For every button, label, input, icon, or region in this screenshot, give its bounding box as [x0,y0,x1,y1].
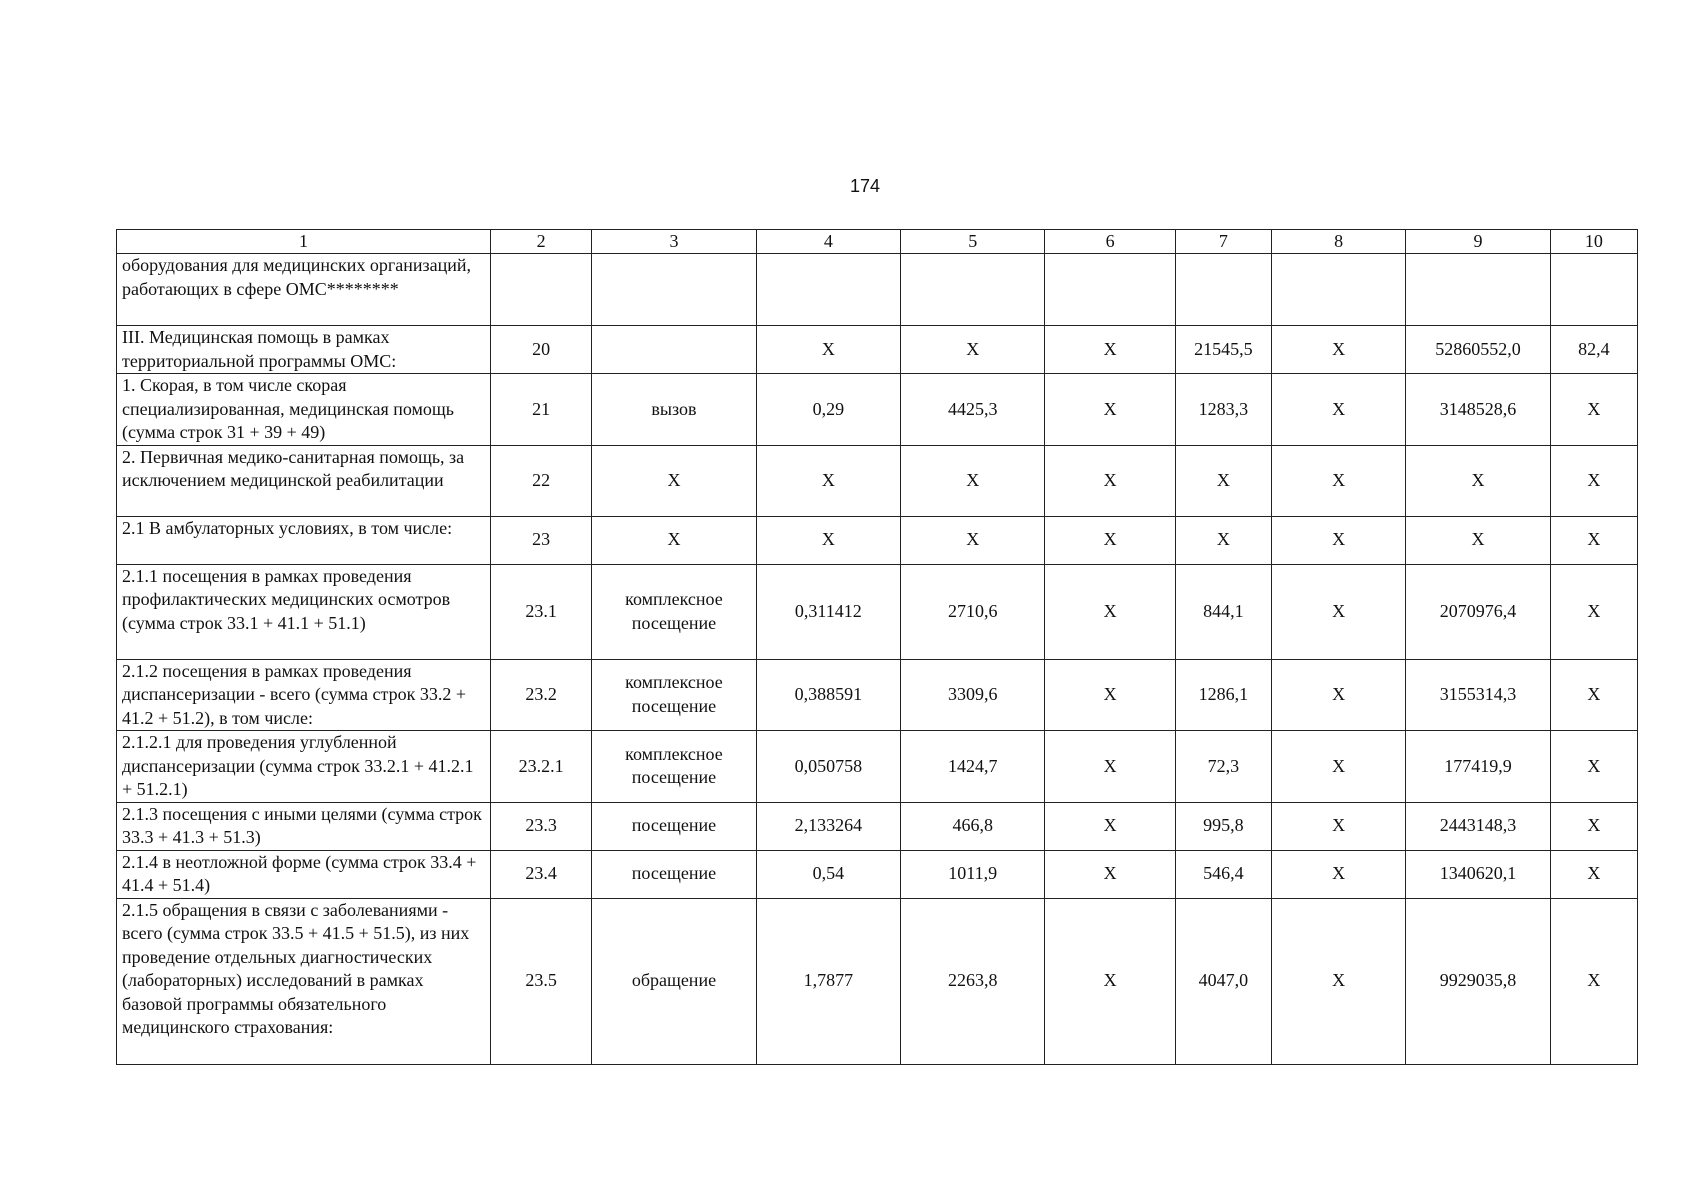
value-cell: 3309,6 [901,659,1045,731]
value-cell: 0,29 [756,374,900,446]
value-cell: Х [1271,659,1405,731]
unit-cell: вызов [592,374,756,446]
value-cell: Х [1271,445,1405,516]
value-cell: Х [756,326,900,374]
value-cell: Х [1271,564,1405,659]
column-header: 6 [1045,230,1175,254]
value-cell: 466,8 [901,802,1045,850]
value-cell: Х [1271,516,1405,564]
value-cell: 3148528,6 [1406,374,1550,446]
value-cell: Х [1550,516,1637,564]
value-cell: Х [1550,564,1637,659]
value-cell: Х [1271,326,1405,374]
row-number-cell: 23.3 [490,802,591,850]
value-cell: Х [1175,516,1271,564]
column-header: 5 [901,230,1045,254]
column-header: 9 [1406,230,1550,254]
value-cell: 0,54 [756,850,900,898]
value-cell: 4047,0 [1175,898,1271,1064]
row-number-cell: 23.2 [490,659,591,731]
row-name-cell: III. Медицинская помощь в рамках территориальной программы ОМС: [117,326,491,374]
value-cell: Х [756,445,900,516]
value-cell: 82,4 [1550,326,1637,374]
column-header: 1 [117,230,491,254]
row-number-cell [490,254,591,326]
row-name-cell: 2.1.5 обращения в связи с заболеваниями - всего (сумма строк 33.5 + 41.5 + 51.5), из них проведение отдельных диагностических (лабораторных) исследований в рамках базовой программы обязательного медицинского страхования: [117,898,491,1064]
value-cell: 2070976,4 [1406,564,1550,659]
column-header: 10 [1550,230,1637,254]
table-row [117,898,1638,1064]
unit-cell: комплексное посещение [592,731,756,803]
value-cell: Х [1550,445,1637,516]
unit-cell: посещение [592,850,756,898]
value-cell: 3155314,3 [1406,659,1550,731]
value-cell: Х [1045,802,1175,850]
value-cell: Х [901,445,1045,516]
table-row [117,659,1638,731]
row-number-cell: 23.4 [490,850,591,898]
value-cell: Х [1045,564,1175,659]
value-cell [1271,254,1405,326]
row-number-cell: 21 [490,374,591,446]
row-number-cell: 22 [490,445,591,516]
row-name-cell: 2.1.2 посещения в рамках проведения диспансеризации - всего (сумма строк 33.2 + 41.2 + 51.2), в том числе: [117,659,491,731]
row-name-cell: 2. Первичная медико-санитарная помощь, за исключением медицинской реабилитации [117,445,491,516]
value-cell: Х [1271,731,1405,803]
value-cell: Х [1045,659,1175,731]
value-cell: Х [1045,445,1175,516]
row-number-cell: 23 [490,516,591,564]
column-header: 3 [592,230,756,254]
row-name-cell: 2.1.3 посещения с иными целями (сумма строк 33.3 + 41.3 + 51.3) [117,802,491,850]
row-number-cell: 23.1 [490,564,591,659]
row-name-cell: 2.1.4 в неотложной форме (сумма строк 33.4 + 41.4 + 51.4) [117,850,491,898]
value-cell: 546,4 [1175,850,1271,898]
value-cell: Х [1045,731,1175,803]
value-cell: Х [1045,374,1175,446]
value-cell: 1286,1 [1175,659,1271,731]
row-number-cell: 23.5 [490,898,591,1064]
value-cell: 995,8 [1175,802,1271,850]
unit-cell [592,326,756,374]
value-cell: Х [1271,898,1405,1064]
value-cell: Х [1271,802,1405,850]
column-header: 2 [490,230,591,254]
value-cell: 52860552,0 [1406,326,1550,374]
value-cell: 0,388591 [756,659,900,731]
value-cell: Х [1406,445,1550,516]
table-row [117,731,1638,803]
unit-cell: обращение [592,898,756,1064]
value-cell [1550,254,1637,326]
value-cell: 2710,6 [901,564,1045,659]
value-cell: Х [1406,516,1550,564]
value-cell: 2,133264 [756,802,900,850]
value-cell: Х [1550,802,1637,850]
value-cell: Х [1550,898,1637,1064]
row-name-cell: 1. Скорая, в том числе скорая специализированная, медицинская помощь (сумма строк 31 + 39 + 49) [117,374,491,446]
unit-cell: Х [592,445,756,516]
value-cell: 1283,3 [1175,374,1271,446]
value-cell: 0,050758 [756,731,900,803]
value-cell: Х [1550,374,1637,446]
value-cell: 21545,5 [1175,326,1271,374]
value-cell [901,254,1045,326]
value-cell: 1424,7 [901,731,1045,803]
table-row [117,802,1638,850]
value-cell: 2443148,3 [1406,802,1550,850]
value-cell: 1011,9 [901,850,1045,898]
row-number-cell: 20 [490,326,591,374]
column-header: 7 [1175,230,1271,254]
row-number-cell: 23.2.1 [490,731,591,803]
value-cell: 9929035,8 [1406,898,1550,1064]
value-cell: Х [1045,516,1175,564]
page-number: 174 [849,176,881,196]
value-cell: 177419,9 [1406,731,1550,803]
table-row [117,445,1638,516]
table-row [117,850,1638,898]
unit-cell: комплексное посещение [592,659,756,731]
table-row [117,254,1638,326]
header-row [117,230,1638,254]
value-cell: 72,3 [1175,731,1271,803]
row-name-cell: 2.1.1 посещения в рамках проведения профилактических медицинских осмотров (сумма строк 33.1 + 41.1 + 51.1) [117,564,491,659]
value-cell: Х [756,516,900,564]
value-cell: Х [1175,445,1271,516]
row-name-cell: 2.1.2.1 для проведения углубленной диспансеризации (сумма строк 33.2.1 + 41.2.1 + 51.2.1) [117,731,491,803]
value-cell: 844,1 [1175,564,1271,659]
value-cell [1045,254,1175,326]
row-name-cell: 2.1 В амбулаторных условиях, в том числе: [117,516,491,564]
value-cell: Х [1045,850,1175,898]
value-cell: Х [1550,850,1637,898]
table-row [117,374,1638,446]
value-cell: Х [1271,374,1405,446]
value-cell: Х [1550,731,1637,803]
value-cell: 2263,8 [901,898,1045,1064]
unit-cell [592,254,756,326]
value-cell [756,254,900,326]
value-cell: Х [1550,659,1637,731]
value-cell: 4425,3 [901,374,1045,446]
value-cell: Х [1045,898,1175,1064]
value-cell: Х [1045,326,1175,374]
value-cell [1175,254,1271,326]
table-row [117,326,1638,374]
value-cell: Х [901,516,1045,564]
table-row [117,564,1638,659]
value-cell [1406,254,1550,326]
unit-cell: Х [592,516,756,564]
value-cell: Х [1271,850,1405,898]
value-cell: 1,7877 [756,898,900,1064]
unit-cell: посещение [592,802,756,850]
value-cell: 0,311412 [756,564,900,659]
row-name-cell: оборудования для медицинских организаций, работающих в сфере ОМС******** [117,254,491,326]
data-table [116,229,1638,1065]
table-row [117,516,1638,564]
unit-cell: комплексное посещение [592,564,756,659]
value-cell: Х [901,326,1045,374]
value-cell: 1340620,1 [1406,850,1550,898]
column-header: 8 [1271,230,1405,254]
column-header: 4 [756,230,900,254]
